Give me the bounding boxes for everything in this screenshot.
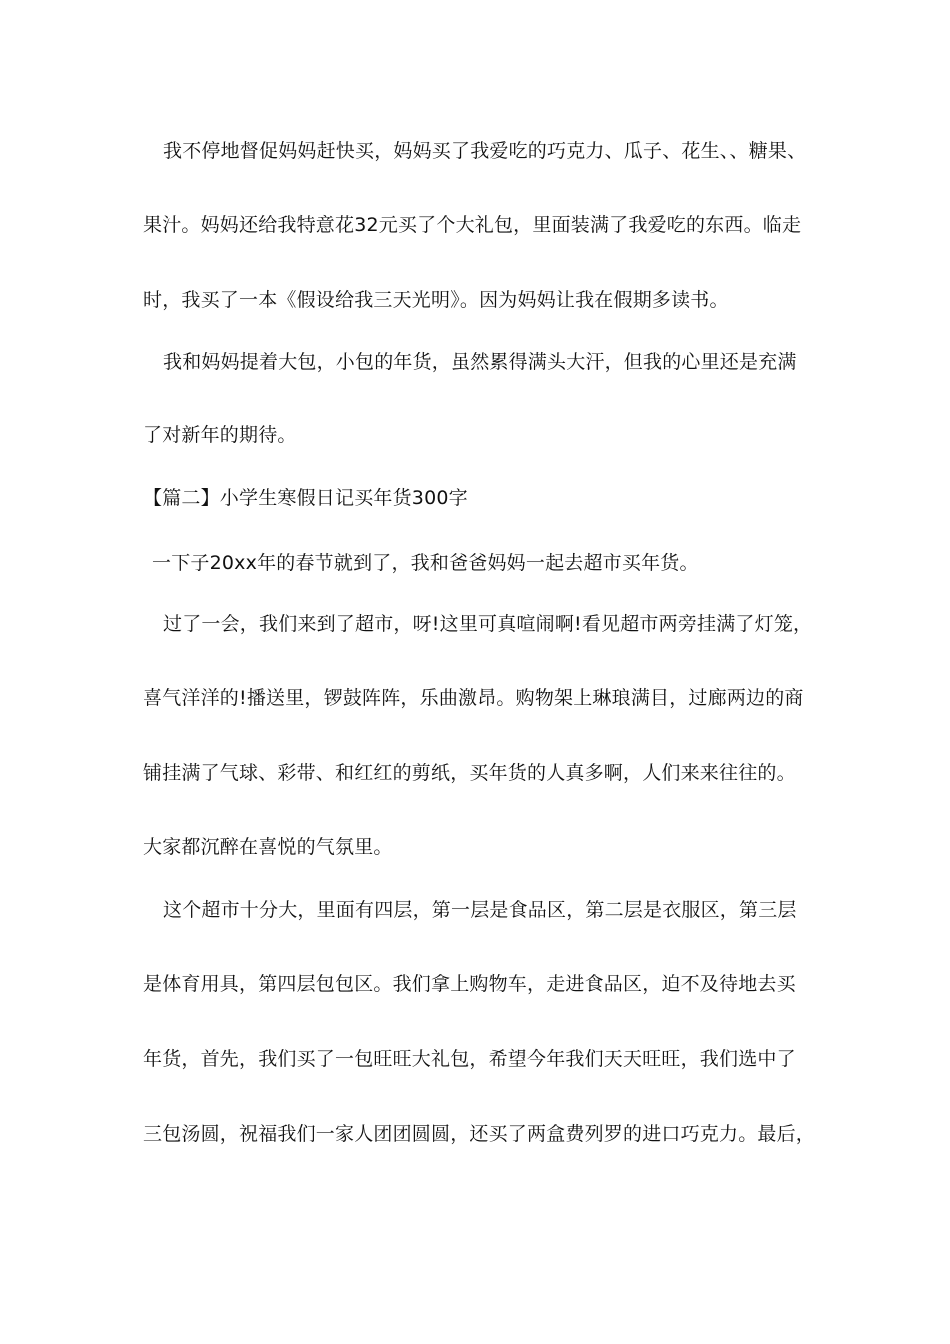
paragraph-line: 过了一会，我们来到了超市，呀!这里可真喧闹啊!看见超市两旁挂满了灯笼， <box>163 613 813 635</box>
paragraph-line: 我和妈妈提着大包，小包的年货，虽然累得满头大汗，但我的心里还是充满 <box>163 351 797 373</box>
paragraph-line: 喜气洋洋的!播送里，锣鼓阵阵，乐曲激昂。购物架上琳琅满目，过廊两边的商 <box>143 687 804 709</box>
paragraph-line: 了对新年的期待。 <box>143 424 297 446</box>
paragraph-line: 一下子20xx年的春节就到了，我和爸爸妈妈一起去超市买年货。 <box>152 552 699 574</box>
section-heading: 【篇二】小学生寒假日记买年货300字 <box>143 487 468 509</box>
paragraph-line: 时，我买了一本《假设给我三天光明》。因为妈妈让我在假期多读书。 <box>143 289 729 311</box>
paragraph-line: 果汁。妈妈还给我特意花32元买了个大礼包，里面装满了我爱吃的东西。临走 <box>143 214 802 236</box>
paragraph-line: 大家都沉醉在喜悦的气氛里。 <box>143 836 393 858</box>
paragraph-line: 这个超市十分大，里面有四层，第一层是食品区，第二层是衣服区，第三层 <box>163 899 797 921</box>
paragraph-line: 三包汤圆，祝福我们一家人团团圆圆，还买了两盒费列罗的进口巧克力。最后， <box>143 1123 816 1145</box>
paragraph-line: 铺挂满了气球、彩带、和红红的剪纸，买年货的人真多啊，人们来来往往的。 <box>143 762 796 784</box>
paragraph-line: 是体育用具，第四层包包区。我们拿上购物车，走进食品区，迫不及待地去买 <box>143 973 796 995</box>
paragraph-line: 我不停地督促妈妈赶快买，妈妈买了我爱吃的巧克力、瓜子、花生、、糖果、 <box>163 140 807 162</box>
paragraph-line: 年货，首先，我们买了一包旺旺大礼包，希望今年我们天天旺旺，我们选中了 <box>143 1048 796 1070</box>
